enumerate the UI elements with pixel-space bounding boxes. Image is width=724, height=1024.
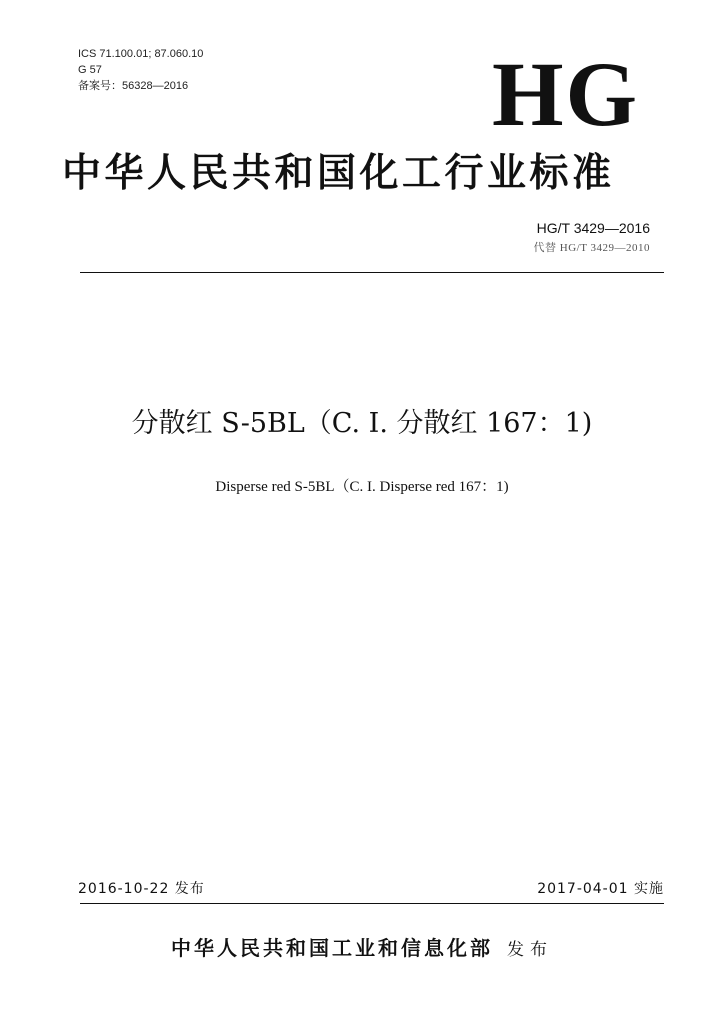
hg-logo: HG	[492, 43, 640, 145]
publisher-organization: 中华人民共和国工业和信息化部	[171, 936, 493, 960]
replaced-standard: 代替 HG/T 3429—2010	[533, 242, 650, 254]
document-title-english: Disperse red S-5BL（C. I. Disperse red 167：1)	[215, 479, 509, 495]
document-title-chinese: 分散红 S-5BL（C. I. 分散红 167：1)	[131, 408, 593, 439]
standard-category-title: 中华人民共和国化工行业标准	[62, 150, 615, 196]
filing-number: 备案号：56328—2016	[78, 80, 189, 92]
standard-number: HG/T 3429—2016	[536, 220, 650, 236]
publisher-line	[0, 932, 724, 966]
issue-date: 2016-10-22 发布	[78, 881, 205, 897]
classification-block	[78, 46, 203, 94]
publisher-action: 发布	[507, 940, 553, 960]
ics-code: ICS 71.100.01; 87.060.10	[78, 48, 204, 60]
ccs-code: G 57	[78, 64, 102, 76]
implementation-date: 2017-04-01 实施	[537, 881, 664, 897]
top-divider	[80, 272, 664, 273]
bottom-divider	[80, 903, 664, 904]
